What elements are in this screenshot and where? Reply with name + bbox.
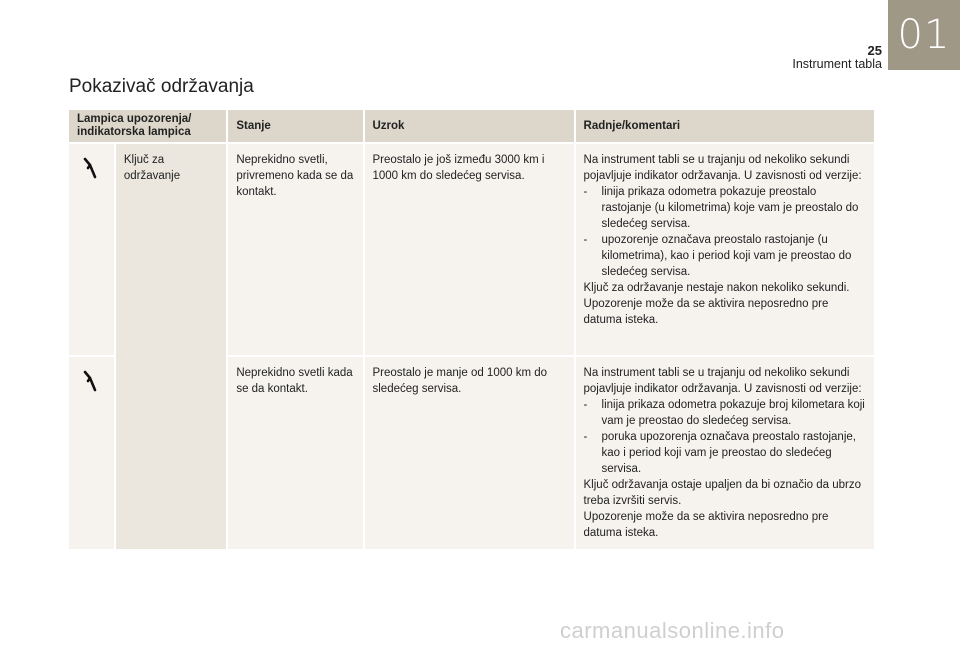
list-item: - linija prikaza odometra pokazuje broj kilometara koji vam je preostao do sledećeg servisa. <box>584 397 866 429</box>
section-name: Instrument tabla <box>792 57 882 71</box>
actions-intro: Na instrument tabli se u trajanju od nekoliko sekundi pojavljuje indikator održavanja. U zavisnosti od verzije: <box>583 367 862 395</box>
watermark: carmanualsonline.info <box>560 618 785 643</box>
wrench-icon <box>82 156 100 180</box>
actions-intro: Na instrument tabli se u trajanju od nekoliko sekundi pojavljuje indikator održavanja. U zavisnosti od verzije: <box>583 154 862 182</box>
cause-cell: Preostalo je manje od 1000 km do sledećeg servisa. <box>365 355 576 549</box>
header-cause: Uzrok <box>365 110 576 142</box>
lamp-name-cell <box>116 142 228 549</box>
wrench-icon <box>82 369 100 393</box>
actions-list <box>584 397 866 477</box>
actions-cell <box>576 142 874 355</box>
state-cell: Neprekidno svetli, privremeno kada se da kontakt. <box>228 142 364 355</box>
actions-note: Ključ održavanja ostaje upaljen da bi označio da ubrzo treba izvršiti servis. <box>583 479 861 507</box>
chapter-number: 01 <box>897 12 951 58</box>
icon-cell <box>69 355 116 549</box>
chapter-tab <box>888 0 960 70</box>
header-lamp: Lampica upozorenja/ indikatorska lampica <box>69 110 228 142</box>
actions-note: Upozorenje može da se aktivira neposredno pre datuma isteka. <box>583 298 829 326</box>
actions-note: Upozorenje može da se aktivira neposredno pre datuma isteka. <box>583 511 829 539</box>
header-actions: Radnje/komentari <box>576 110 874 142</box>
maintenance-indicator-table <box>69 110 874 549</box>
list-item: - poruka upozorenja označava preostalo rastojanje, kao i period koji vam je preostao do sledećeg servisa. <box>584 429 866 477</box>
page-title: Pokazivač održavanja <box>69 76 254 97</box>
lamp-name: Ključ za održavanje <box>123 154 181 182</box>
cause-cell: Preostalo je još između 3000 km i 1000 km do sledećeg servisa. <box>365 142 576 355</box>
list-item: - linija prikaza odometra pokazuje preostalo rastojanje (u kilometrima) koje vam je preostalo do sledećeg servisa. <box>584 184 866 232</box>
actions-note: Ključ za održavanje nestaje nakon nekoliko sekundi. <box>583 282 850 294</box>
table-header-row <box>69 110 874 142</box>
page-number: 25 <box>867 43 882 58</box>
header-state: Stanje <box>228 110 364 142</box>
list-item: - upozorenje označava preostalo rastojanje (u kilometrima), kao i period koji vam je preostao do sledećeg servisa. <box>584 232 866 280</box>
table-row <box>69 142 874 355</box>
actions-cell <box>576 355 874 549</box>
icon-cell <box>69 142 116 355</box>
state-cell: Neprekidno svetli kada se da kontakt. <box>228 355 364 549</box>
actions-list <box>584 184 866 280</box>
